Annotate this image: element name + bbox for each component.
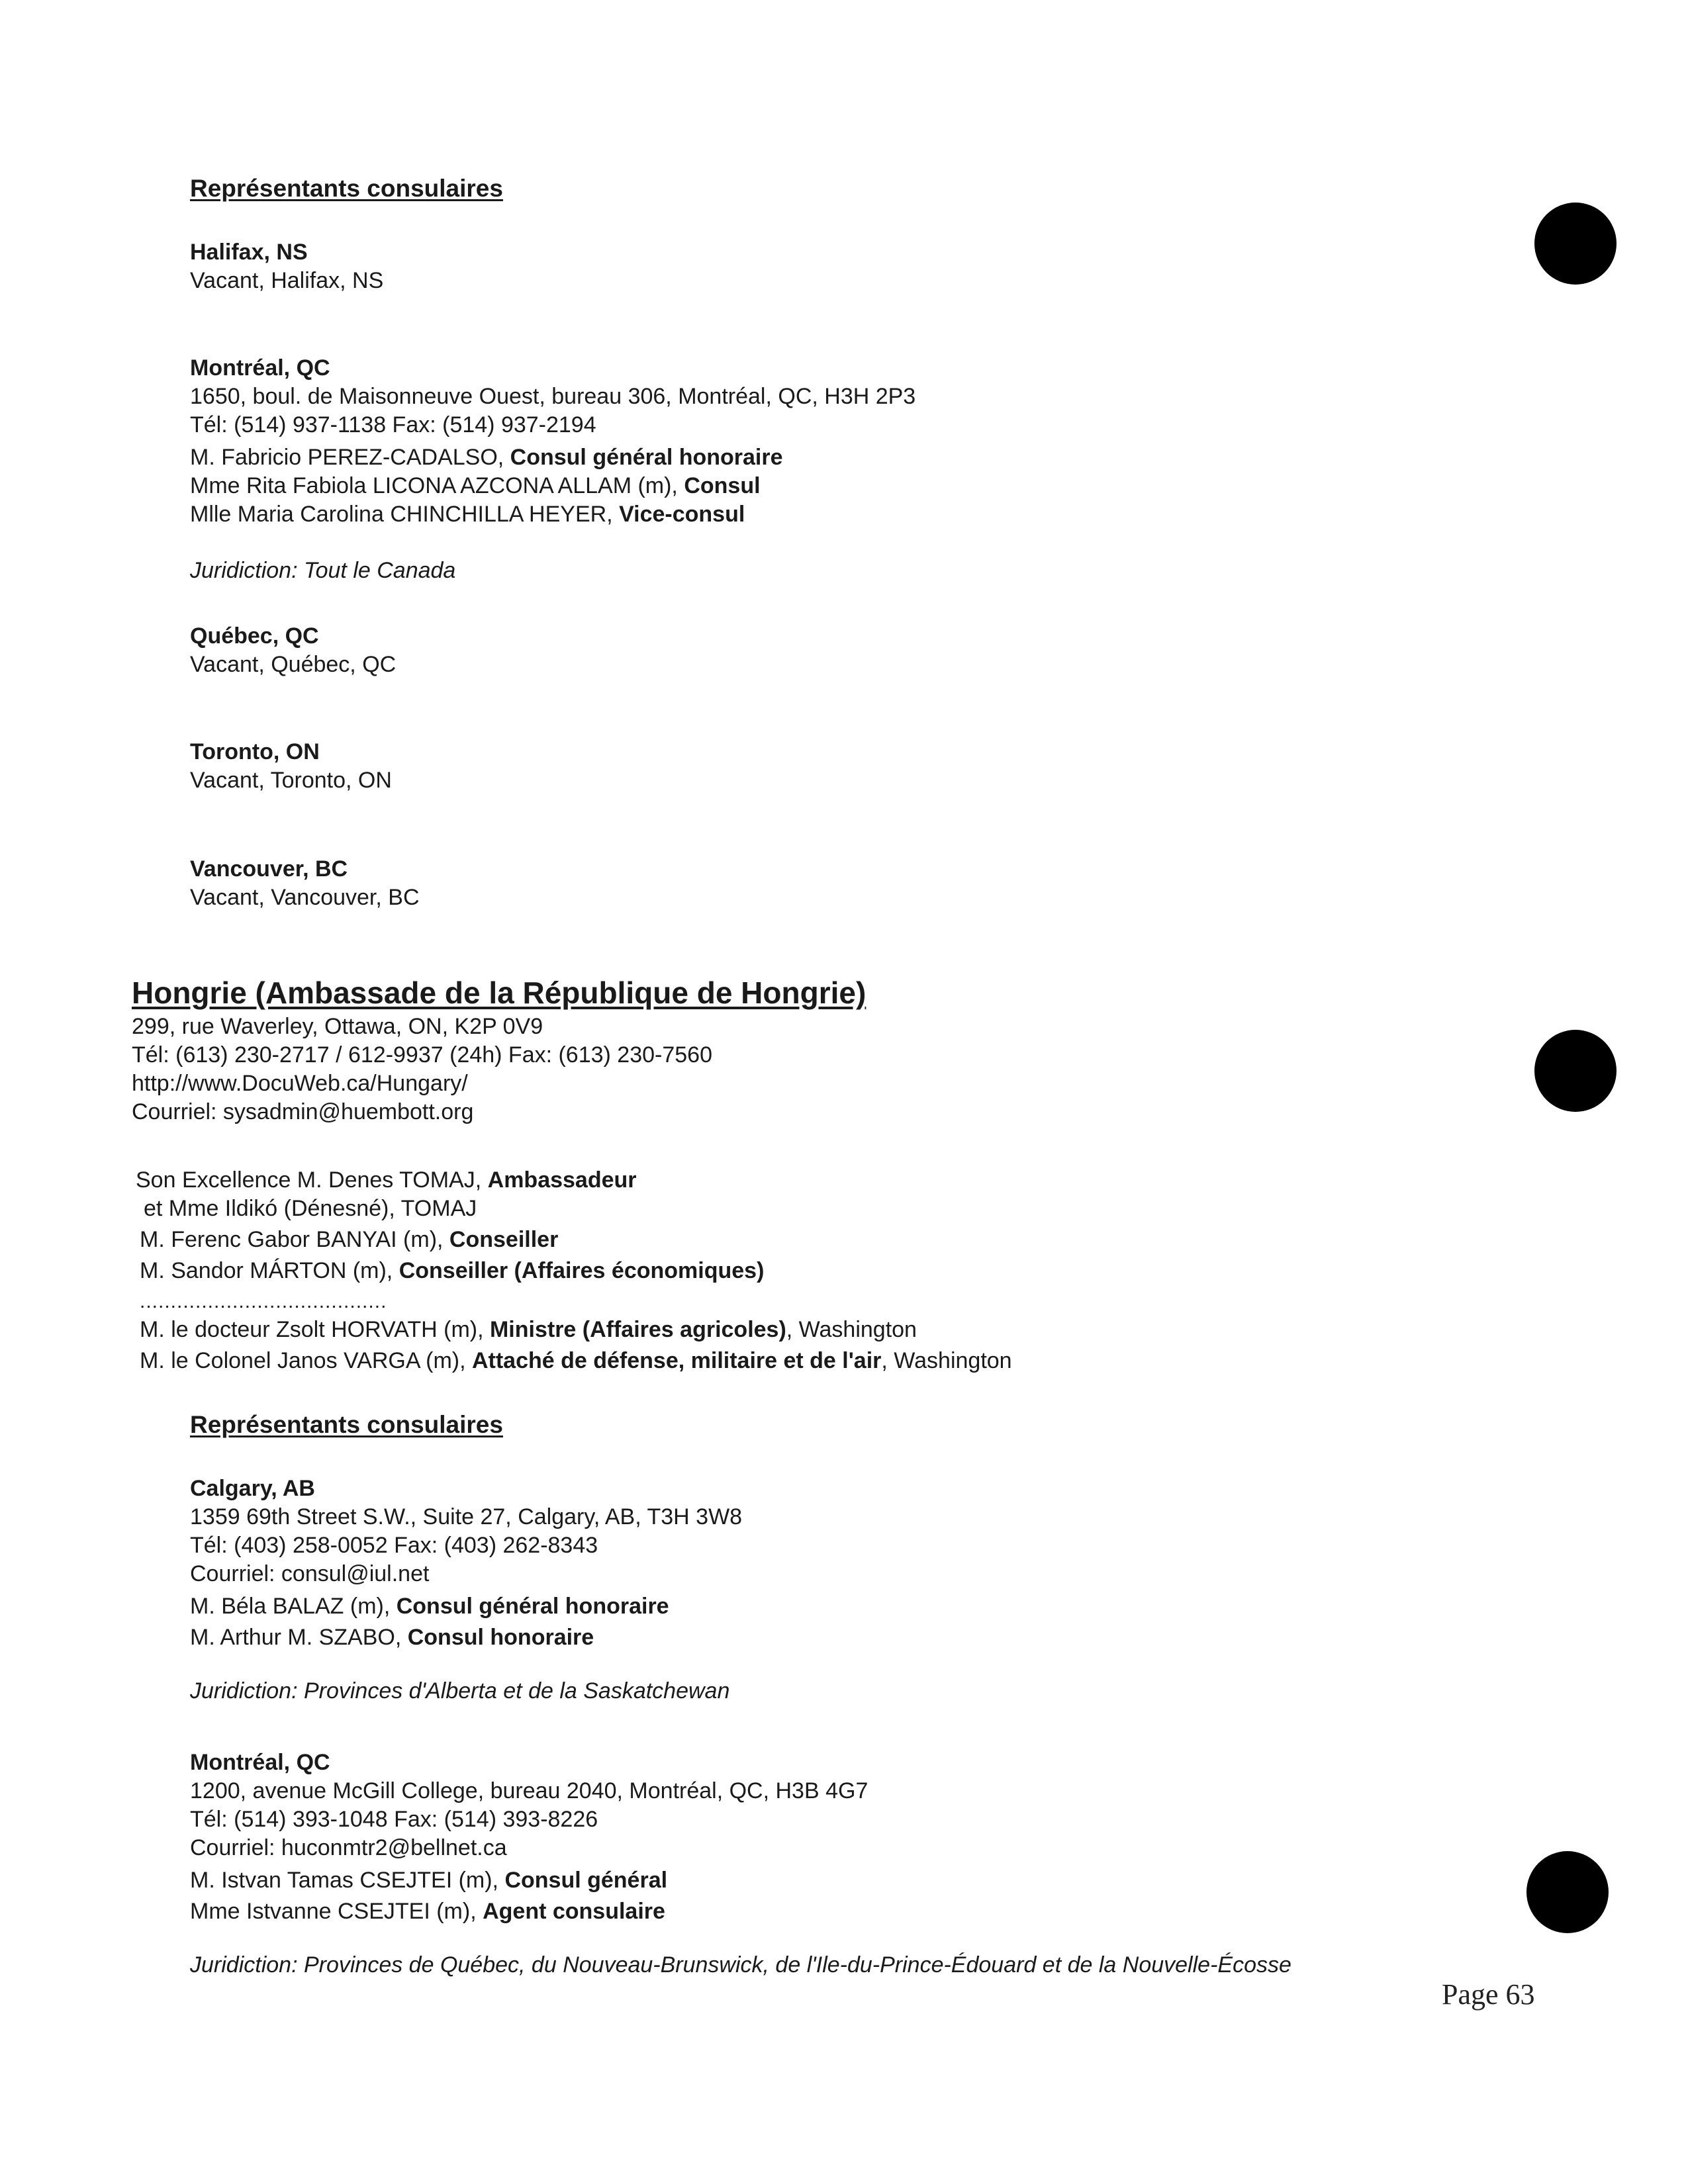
separator-dots: ........................................ [140, 1291, 387, 1312]
embassy-staff [136, 1166, 1012, 1375]
person-name: Mme Rita Fabiola LICONA AZCONA ALLAM (m), [190, 473, 684, 498]
section-heading-consular: Représentants consulaires [190, 175, 503, 202]
entry-toronto [190, 738, 392, 795]
person-name: M. Fabricio PEREZ-CADALSO, [190, 445, 510, 470]
entry-quebec [190, 622, 396, 679]
entry-phone: Tél: (514) 393-1048 Fax: (514) 393-8226 [190, 1807, 598, 1832]
person-title: Consul [684, 473, 761, 498]
person-name: M. Sandor MÁRTON (m), [140, 1258, 399, 1283]
entry-status: Vacant, Toronto, ON [190, 768, 392, 793]
entry-city: Halifax, NS [190, 240, 308, 265]
entry-montreal-hungary [190, 1749, 1291, 1979]
person-name: M. Béla BALAZ (m), [190, 1594, 397, 1619]
person-name: Son Excellence M. Denes TOMAJ, [136, 1167, 488, 1193]
person-title: Consul général honoraire [396, 1594, 669, 1619]
entry-phone: Tél: (403) 258-0052 Fax: (403) 262-8343 [190, 1533, 598, 1558]
entry-calgary [190, 1475, 742, 1706]
entry-phone: Tél: (514) 937-1138 Fax: (514) 937-2194 [190, 412, 596, 437]
embassy-website: http://www.DocuWeb.ca/Hungary/ [132, 1071, 468, 1096]
spouse-line: et Mme Ildikó (Dénesné), TOMAJ [144, 1196, 477, 1221]
person-line [136, 1226, 1012, 1254]
person-line [190, 1592, 742, 1621]
person-location: , Washington [881, 1348, 1012, 1373]
entry-halifax [190, 238, 383, 295]
person-name: M. Arthur M. SZABO, [190, 1625, 408, 1650]
punch-hole-top [1534, 203, 1617, 285]
person-line [136, 1166, 1012, 1195]
person-title: Consul général [504, 1868, 668, 1893]
person-line [190, 1897, 1291, 1926]
page-number: Page 63 [1442, 1978, 1535, 2011]
person-title: Vice-consul [619, 502, 745, 527]
person-location: , Washington [786, 1317, 917, 1342]
person-title: Consul honoraire [407, 1625, 594, 1650]
person-line [190, 1866, 1291, 1895]
embassy-email: Courriel: sysadmin@huembott.org [132, 1099, 474, 1124]
person-name: Mlle Maria Carolina CHINCHILLA HEYER, [190, 502, 620, 527]
entry-montreal [190, 354, 915, 585]
person-name: Mme Istvanne CSEJTEI (m), [190, 1899, 483, 1924]
entry-email: Courriel: huconmtr2@bellnet.ca [190, 1835, 507, 1860]
entry-city: Montréal, QC [190, 355, 330, 381]
person-name: M. le Colonel Janos VARGA (m), [140, 1348, 472, 1373]
person-name: M. le docteur Zsolt HORVATH (m), [140, 1317, 490, 1342]
person-title: Ambassadeur [487, 1167, 637, 1193]
entry-address: 1200, avenue McGill College, bureau 2040, Montréal, QC, H3B 4G7 [190, 1778, 868, 1803]
entry-vancouver [190, 855, 420, 912]
person-title: Conseiller [449, 1227, 559, 1252]
person-line [136, 1257, 1012, 1285]
section-heading-consular: Représentants consulaires [190, 1411, 503, 1438]
person-title: Conseiller (Affaires économiques) [399, 1258, 765, 1283]
person-title: Ministre (Affaires agricoles) [489, 1317, 786, 1342]
person-title: Attaché de défense, militaire et de l'air [471, 1348, 882, 1373]
person-title: Consul général honoraire [510, 445, 783, 470]
person-line [190, 500, 915, 529]
entry-email: Courriel: consul@iul.net [190, 1561, 430, 1586]
person-name: M. Ferenc Gabor BANYAI (m), [140, 1227, 449, 1252]
entry-city: Calgary, AB [190, 1476, 315, 1501]
entry-city: Vancouver, BC [190, 856, 348, 882]
person-line [190, 472, 915, 500]
country-heading-hungary: Hongrie (Ambassade de la République de Hongrie) [132, 976, 867, 1010]
person-title: Agent consulaire [483, 1899, 665, 1924]
person-line [190, 1623, 742, 1652]
person-line [136, 1347, 1012, 1375]
entry-status: Vacant, Halifax, NS [190, 268, 384, 293]
entry-city: Toronto, ON [190, 739, 320, 764]
embassy-phone: Tél: (613) 230-2717 / 612-9937 (24h) Fax: (613) 230-7560 [132, 1042, 712, 1068]
person-line [136, 1316, 1012, 1344]
entry-city: Québec, QC [190, 623, 319, 649]
entry-status: Vacant, Vancouver, BC [190, 885, 420, 910]
embassy-contact [132, 1013, 712, 1126]
entry-status: Vacant, Québec, QC [190, 652, 397, 677]
person-line [190, 443, 915, 472]
jurisdiction-note: Juridiction: Tout le Canada [190, 558, 456, 583]
jurisdiction-note: Juridiction: Provinces d'Alberta et de la Saskatchewan [190, 1678, 730, 1704]
entry-address: 1359 69th Street S.W., Suite 27, Calgary, AB, T3H 3W8 [190, 1504, 743, 1529]
jurisdiction-note: Juridiction: Provinces de Québec, du Nouveau-Brunswick, de l'Ile-du-Prince-Édouard et de la Nouvelle-Écosse [190, 1952, 1291, 1978]
embassy-address: 299, rue Waverley, Ottawa, ON, K2P 0V9 [132, 1014, 543, 1039]
person-name: M. Istvan Tamas CSEJTEI (m), [190, 1868, 505, 1893]
punch-hole-middle [1534, 1030, 1617, 1112]
entry-city: Montréal, QC [190, 1750, 330, 1775]
entry-address: 1650, boul. de Maisonneuve Ouest, bureau 306, Montréal, QC, H3H 2P3 [190, 384, 916, 409]
punch-hole-bottom [1526, 1851, 1609, 1933]
